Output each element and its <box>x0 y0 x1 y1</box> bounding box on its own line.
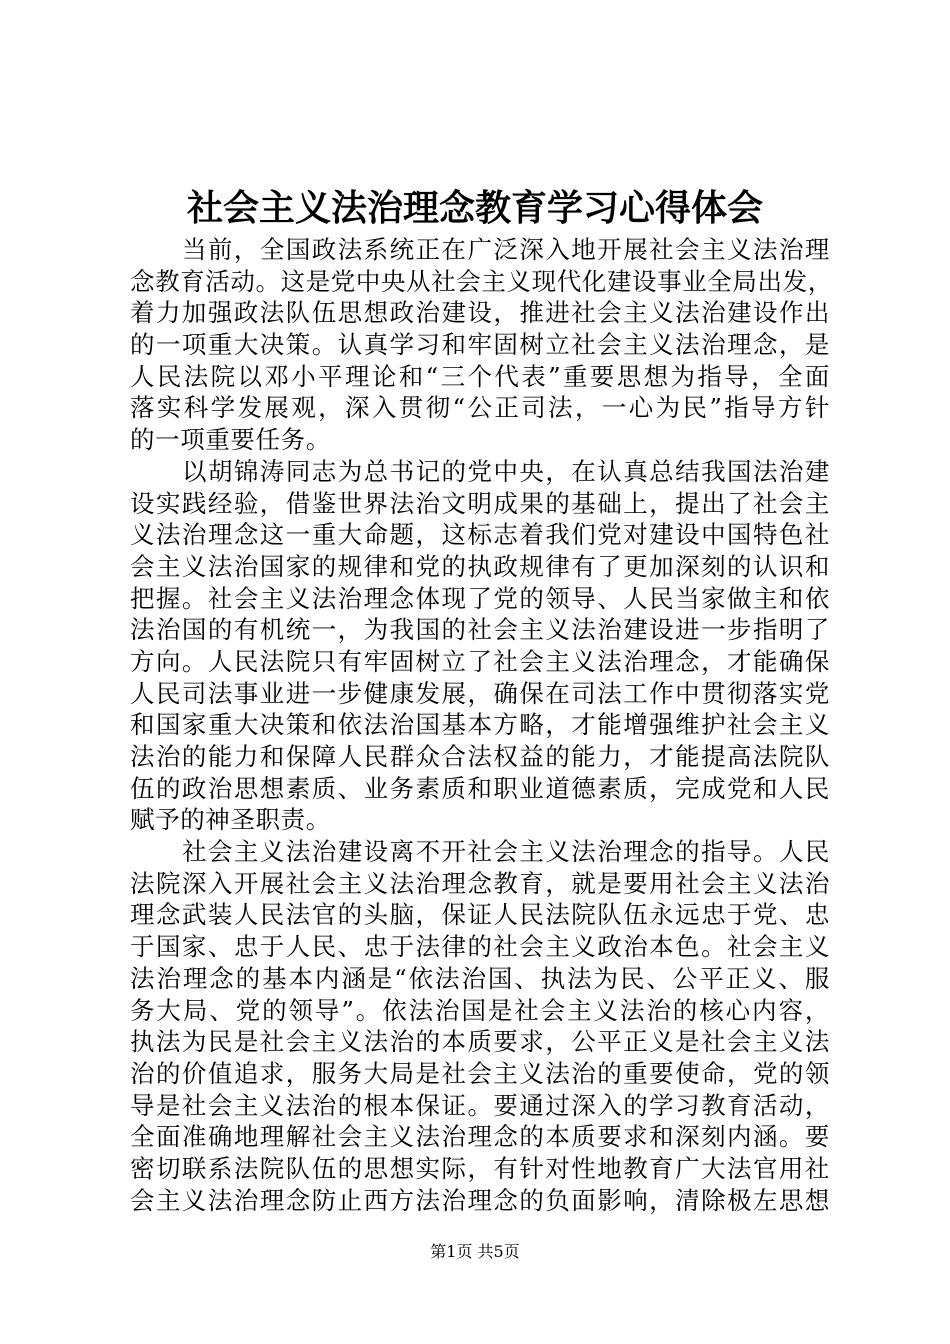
text-line: 于国家、忠于人民、忠于法律的社会主义政治本色。社会主义 <box>130 932 830 962</box>
text-line: 法治的能力和保障人民群众合法权益的能力，才能提高法院队 <box>130 742 830 771</box>
text-line: 会主义法治理念防止西方法治理念的负面影响，清除极左思想 <box>130 1185 830 1215</box>
text-line: 落实科学发展观，深入贯彻“公正司法，一心为民”指导方针 <box>130 393 830 423</box>
text-line: 法院深入开展社会主义法治理念教育，就是要用社会主义法治 <box>130 868 830 898</box>
text-line: 法治理念的基本内涵是“依法治国、执法为民、公平正义、服 <box>130 963 830 993</box>
text-line: 人民司法事业进一步健康发展，确保在司法工作中贯彻落实党 <box>130 678 830 708</box>
text-line: 会主义法治国家的规律和党的执政规律有了更加深刻的认识和 <box>130 551 830 581</box>
text-line: 和国家重大决策和依法治国基本方略，才能增强维护社会主义 <box>130 710 830 740</box>
text-line: 执法为民是社会主义法治的本质要求，公平正义是社会主义法 <box>130 1027 830 1057</box>
text-line: 治的价值追求，服务大局是社会主义法治的重要使命，党的领 <box>130 1058 830 1088</box>
text-line: 伍的政治思想素质、业务素质和职业道德素质，完成党和人民 <box>130 773 830 803</box>
text-line: 着力加强政法队伍思想政治建设，推进社会主义法治建设作出 <box>130 298 830 328</box>
text-line: 以胡锦涛同志为总书记的党中央，在认真总结我国法治建 <box>182 456 830 486</box>
text-line: 密切联系法院队伍的思想实际，有针对性地教育广大法官用社 <box>130 1153 830 1183</box>
text-line: 法治国的有机统一，为我国的社会主义法治建设进一步指明了 <box>130 615 830 645</box>
text-line: 导是社会主义法治的根本保证。要通过深入的学习教育活动， <box>130 1090 830 1120</box>
text-line: 赋予的神圣职责。 <box>130 805 331 835</box>
text-line: 理念武装人民法官的头脑，保证人民法院队伍永远忠于党、忠 <box>130 900 830 930</box>
text-line: 把握。社会主义法治理念体现了党的领导、人民当家做主和依 <box>130 583 830 613</box>
text-line: 方向。人民法院只有牢固树立了社会主义法治理念，才能确保 <box>130 646 830 676</box>
text-line: 义法治理念这一重大命题，这标志着我们党对建设中国特色社 <box>130 520 830 550</box>
document-body <box>130 234 833 1216</box>
page-footer: 第1页 共5页 <box>430 1242 520 1261</box>
document-title: 社会主义法治理念教育学习心得体会 <box>186 187 763 229</box>
text-line: 的一项重要任务。 <box>130 425 331 455</box>
text-line: 念教育活动。这是党中央从社会主义现代化建设事业全局出发， <box>130 266 833 296</box>
text-line: 当前，全国政法系统正在广泛深入地开展社会主义法治理 <box>182 235 830 264</box>
text-line: 设实践经验，借鉴世界法治文明成果的基础上，提出了社会主 <box>130 488 830 518</box>
text-line: 务大局、党的领导”。依法治国是社会主义法治的核心内容， <box>130 995 830 1025</box>
text-line: 社会主义法治建设离不开社会主义法治理念的指导。人民 <box>182 837 830 867</box>
text-line: 全面准确地理解社会主义法治理念的本质要求和深刻内涵。要 <box>130 1122 830 1152</box>
text-line: 人民法院以邓小平理论和“三个代表”重要思想为指导，全面 <box>130 361 830 391</box>
text-line: 的一项重大决策。认真学习和牢固树立社会主义法治理念，是 <box>130 330 830 360</box>
paragraph <box>130 456 830 836</box>
paragraph <box>130 836 830 1216</box>
paragraph <box>130 234 833 456</box>
